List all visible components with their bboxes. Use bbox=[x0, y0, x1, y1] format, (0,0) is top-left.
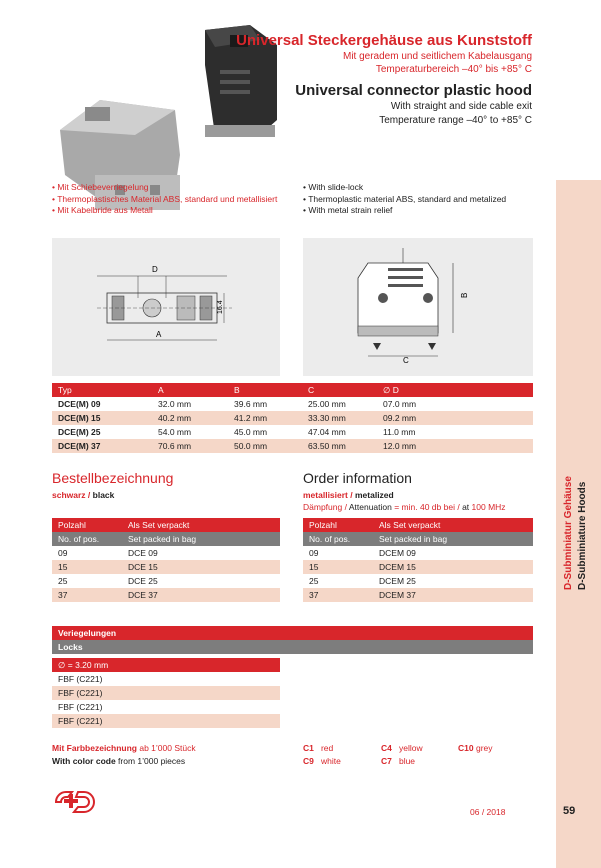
slash: / bbox=[85, 490, 93, 500]
col-type: Typ bbox=[58, 385, 72, 395]
feature-en: • With metal strain relief bbox=[303, 205, 506, 217]
cell: 12.0 mm bbox=[383, 441, 417, 451]
table-row bbox=[52, 686, 280, 700]
cell: 33.30 mm bbox=[308, 413, 346, 423]
sidebar-light bbox=[556, 180, 601, 396]
order-table-right bbox=[303, 518, 533, 602]
cell: 25.00 mm bbox=[308, 399, 346, 409]
dim-d-label: D bbox=[152, 265, 158, 274]
title-de: Universal Steckergehäuse aus Kunststoff bbox=[236, 32, 532, 49]
cell: 15 bbox=[58, 562, 68, 572]
cell: 09 bbox=[58, 548, 68, 558]
cell: 37 bbox=[309, 590, 319, 600]
color-code-en-rest: from 1’000 pieces bbox=[115, 756, 186, 766]
subtitle-en-2: Temperature range –40° to +85° C bbox=[379, 115, 532, 126]
subtitle-de-2: Temperaturbereich –40° bis +85° C bbox=[375, 64, 532, 75]
table-row bbox=[52, 560, 280, 574]
company-logo-icon bbox=[52, 788, 98, 816]
cell: 45.0 mm bbox=[234, 427, 268, 437]
att-at: at bbox=[462, 502, 470, 512]
color-en: metalized bbox=[354, 490, 394, 500]
col-header: Set packed in bag bbox=[379, 534, 448, 544]
cell: 54.0 mm bbox=[158, 427, 192, 437]
att-freq: 100 MHz bbox=[471, 502, 506, 512]
color-code-de bbox=[52, 743, 196, 753]
feature-en: • With slide-lock bbox=[303, 182, 506, 194]
order-color-line-right bbox=[303, 490, 394, 500]
footer-date: 06 / 2018 bbox=[470, 807, 506, 817]
cell: DCEM 09 bbox=[379, 548, 416, 558]
features-de bbox=[52, 182, 277, 217]
table-row bbox=[303, 588, 533, 602]
dim-b-label: B bbox=[460, 292, 469, 298]
cell: DCE 37 bbox=[128, 590, 158, 600]
feature-de: • Mit Schiebeverriegelung bbox=[52, 182, 277, 194]
subtitle-de-1: Mit geradem und seitlichem Kabelausgang bbox=[343, 51, 532, 62]
table-row bbox=[303, 560, 533, 574]
table-row bbox=[52, 439, 533, 453]
cell: DCE(M) 25 bbox=[58, 427, 101, 437]
code: C4 bbox=[381, 743, 392, 753]
cell: 25 bbox=[58, 576, 68, 586]
features-en bbox=[303, 182, 506, 217]
cell: DCEM 15 bbox=[379, 562, 416, 572]
dimensions-table bbox=[52, 383, 533, 453]
attenuation-line: Dämpfung / Attenuation = min. 40 db bei / at 100 MHz bbox=[303, 502, 506, 512]
color-de: metallisiert bbox=[303, 490, 348, 500]
cell: FBF (C221) bbox=[58, 716, 103, 726]
cell: 09 bbox=[309, 548, 319, 558]
att-en: Attenuation bbox=[348, 502, 392, 512]
cell: FBF (C221) bbox=[58, 688, 103, 698]
att-de: Dämpfung bbox=[303, 502, 343, 512]
col-header: Als Set verpackt bbox=[128, 520, 190, 530]
cell: DCE(M) 09 bbox=[58, 399, 101, 409]
color-code-en bbox=[52, 756, 185, 766]
color-code-item bbox=[381, 756, 415, 766]
sidebar-tab bbox=[556, 396, 601, 868]
cell: DCEM 25 bbox=[379, 576, 416, 586]
color-name: yellow bbox=[398, 743, 423, 753]
col-d: ∅ D bbox=[383, 384, 399, 395]
order-title-en: Order information bbox=[303, 470, 412, 486]
cell: DCE 09 bbox=[128, 548, 158, 558]
col-header: Polzahl bbox=[309, 520, 337, 530]
locks-table bbox=[52, 658, 280, 728]
order-title-de: Bestellbezeichnung bbox=[52, 470, 174, 486]
cell: DCE 25 bbox=[128, 576, 158, 586]
color-name: red bbox=[320, 743, 334, 753]
cell: 47.04 mm bbox=[308, 427, 346, 437]
color-de: schwarz bbox=[52, 490, 86, 500]
color-name: grey bbox=[475, 743, 493, 753]
locks-diameter: ∅ = 3.20 mm bbox=[58, 659, 109, 670]
cell: 39.6 mm bbox=[234, 399, 268, 409]
cell: 40.2 mm bbox=[158, 413, 192, 423]
att-value: = min. 40 db bei bbox=[394, 502, 455, 512]
table-row bbox=[52, 588, 280, 602]
cell: 50.0 mm bbox=[234, 441, 268, 451]
table-header bbox=[52, 383, 533, 397]
sidebar-text-en: D-Subminiature Hoods bbox=[577, 481, 588, 590]
sidebar-text-de: D-Subminiatur Gehäuse bbox=[563, 476, 574, 590]
cell: 07.0 mm bbox=[383, 399, 417, 409]
table-row bbox=[303, 574, 533, 588]
color-code-de-rest: ab 1’000 Stück bbox=[137, 743, 196, 753]
table-row bbox=[52, 714, 280, 728]
color-code-de-bold: Mit Farbbezeichnung bbox=[52, 743, 137, 753]
feature-en: • Thermoplastic material ABS, standard and metalized bbox=[303, 194, 506, 206]
cell: 41.2 mm bbox=[234, 413, 268, 423]
code: C9 bbox=[303, 756, 314, 766]
locks-title-de: Veriegelungen bbox=[52, 626, 533, 640]
code: C7 bbox=[381, 756, 392, 766]
table-row bbox=[303, 546, 533, 560]
color-code-item bbox=[381, 743, 423, 753]
cell: DCE 15 bbox=[128, 562, 158, 572]
order-color-line bbox=[52, 490, 114, 500]
slash: / bbox=[347, 490, 355, 500]
subtitle-en-1: With straight and side cable exit bbox=[390, 101, 532, 112]
dim-a-label: A bbox=[156, 330, 162, 339]
feature-de: • Thermoplastisches Material ABS, standard und metallisiert bbox=[52, 194, 277, 206]
cell: 32.0 mm bbox=[158, 399, 192, 409]
color-code-en-bold: With color code bbox=[52, 756, 116, 766]
title-en: Universal connector plastic hood bbox=[295, 82, 532, 99]
color-code-item bbox=[458, 743, 493, 753]
color-name: white bbox=[320, 756, 341, 766]
table-row bbox=[52, 546, 280, 560]
cell: 70.6 mm bbox=[158, 441, 192, 451]
color-code-item bbox=[303, 756, 341, 766]
table-row bbox=[52, 397, 533, 411]
cell: FBF (C221) bbox=[58, 702, 103, 712]
col-header: Als Set verpackt bbox=[379, 520, 441, 530]
table-row bbox=[52, 672, 280, 686]
cell: 15 bbox=[309, 562, 319, 572]
cell: 09.2 mm bbox=[383, 413, 417, 423]
page-number: 59 bbox=[563, 805, 576, 817]
table-row bbox=[52, 411, 533, 425]
col-header: No. of pos. bbox=[58, 534, 100, 544]
color-code-item bbox=[303, 743, 333, 753]
order-table-left bbox=[52, 518, 280, 602]
cell: 37 bbox=[58, 590, 68, 600]
col-header: No. of pos. bbox=[309, 534, 351, 544]
cell: 25 bbox=[309, 576, 319, 586]
color-name: blue bbox=[398, 756, 416, 766]
color-en: black bbox=[92, 490, 115, 500]
feature-de: • Mit Kabelbride aus Metall bbox=[52, 205, 277, 217]
table-row bbox=[52, 425, 533, 439]
col-c: C bbox=[308, 385, 315, 395]
dim-height-label: 16.4 bbox=[217, 300, 224, 314]
col-header: Polzahl bbox=[58, 520, 86, 530]
table-row bbox=[52, 700, 280, 714]
code: C1 bbox=[303, 743, 314, 753]
drawing-top-view bbox=[52, 238, 280, 376]
col-b: B bbox=[234, 385, 240, 395]
cell: DCEM 37 bbox=[379, 590, 416, 600]
cell: DCE(M) 15 bbox=[58, 413, 101, 423]
cell: 11.0 mm bbox=[383, 427, 416, 437]
table-row bbox=[52, 574, 280, 588]
drawing-side-view bbox=[303, 238, 533, 376]
cell: DCE(M) 37 bbox=[58, 441, 101, 451]
locks-title-en: Locks bbox=[52, 640, 533, 654]
cell: 63.50 mm bbox=[308, 441, 346, 451]
cell: FBF (C221) bbox=[58, 674, 103, 684]
col-header: Set packed in bag bbox=[128, 534, 197, 544]
code: C10 bbox=[458, 743, 474, 753]
dim-c-label: C bbox=[403, 356, 409, 365]
col-a: A bbox=[158, 385, 164, 395]
